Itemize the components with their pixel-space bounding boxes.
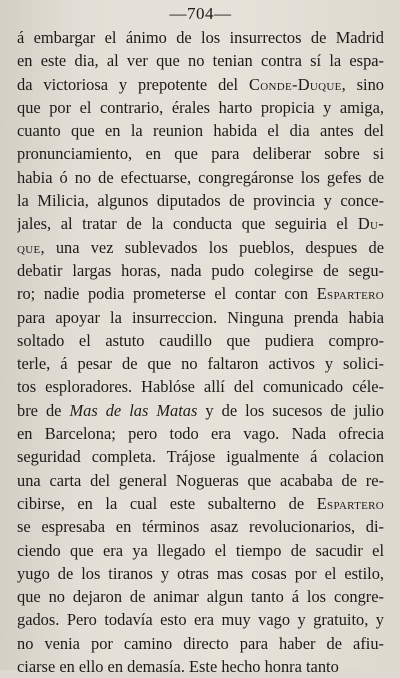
text-line <box>17 608 384 631</box>
text-line <box>17 655 384 678</box>
text-line <box>17 212 384 235</box>
text-segment: á embargar el ánimo de los insurrectos de Madrid <box>17 28 384 47</box>
text-line <box>17 306 384 329</box>
text-segment: no venia por camino directo para haber de afiu- <box>17 633 384 653</box>
text-segment: soltado el astuto caudillo que pudiera compro- <box>17 330 384 350</box>
text-line <box>17 562 384 585</box>
text-line <box>17 49 384 72</box>
text-segment: bre de <box>17 400 70 420</box>
text-line <box>17 469 384 492</box>
text-segment: tos esploradores. Hablóse allí del comunicado céle- <box>17 377 384 397</box>
text-line <box>17 352 384 375</box>
text-segment: para apoyar la insurreccion. Ninguna prenda habia <box>17 307 384 327</box>
text-line <box>17 375 384 398</box>
text-line <box>17 282 384 305</box>
text-segment: la Milicia, algunos diputados de provincia y conce- <box>17 191 384 211</box>
text-line <box>17 189 384 212</box>
text-segment: , sino <box>341 74 384 94</box>
text-segment: seguridad completa. Trájose igualmente á colacion <box>17 447 384 467</box>
small-caps-name: Espartero <box>316 284 384 304</box>
text-line <box>17 632 384 655</box>
text-segment: da victoriosa y prepotente del <box>17 74 250 94</box>
text-segment: pronunciamiento, en que para deliberar sobre si <box>17 144 384 164</box>
text-segment: habia ó no de efectuarse, congregáronse los gefes de <box>17 167 384 187</box>
text-line <box>17 445 384 468</box>
text-line <box>17 236 384 259</box>
small-caps-name: Conde-Duque <box>249 74 342 94</box>
text-line <box>17 259 384 282</box>
small-caps-name: Espartero <box>316 493 384 513</box>
text-segment: yugo de los tiranos y otras mas cosas por el estilo, <box>17 563 384 583</box>
text-line <box>17 492 384 515</box>
text-line <box>17 539 384 562</box>
text-segment: se espresaba en términos asaz revolucionarios, di- <box>17 517 384 537</box>
text-segment: cibirse, en la cual este subalterno de <box>17 493 317 513</box>
text-segment: gados. Pero todavía esto era muy vago y gratuito, y <box>17 610 384 630</box>
italic-term: Mas de las Matas <box>69 400 198 420</box>
text-line <box>17 329 384 352</box>
text-segment: , una vez sublevados los pueblos, despues de <box>40 237 384 257</box>
small-caps-name: Du- <box>357 214 384 234</box>
text-segment: en este dia, al ver que no tenian contra sí la espa- <box>17 51 384 71</box>
text-line <box>17 399 384 422</box>
text-segment: ciarse en ello en demasía. Este hecho honra tanto <box>17 657 339 677</box>
text-segment: que por el contrario, érales harto propicia y amiga, <box>17 97 384 117</box>
text-line <box>17 166 384 189</box>
text-segment: cuanto que en la reunion habida el dia antes del <box>17 121 384 141</box>
text-line <box>17 73 384 96</box>
text-line <box>17 96 384 119</box>
text-segment: terle, á pesar de que no faltaron activos y solici- <box>17 354 384 374</box>
text-segment: debatir largas horas, nada pudo colegirse de segu- <box>17 260 384 280</box>
text-segment: y de los sucesos de julio <box>197 400 384 420</box>
text-segment: que no dejaron de animar algun tanto á los congre- <box>17 587 384 607</box>
text-line <box>17 26 384 49</box>
text-segment: ro; nadie podia prometerse el contar con <box>17 284 317 304</box>
page-number: —704— <box>169 4 232 23</box>
text-line <box>17 515 384 538</box>
text-line <box>17 422 384 445</box>
text-line <box>17 119 384 142</box>
text-line <box>17 585 384 608</box>
body-text <box>17 26 384 678</box>
text-segment: jales, al tratar de la conducta que seguiria el <box>17 214 358 234</box>
small-caps-name: que <box>17 237 41 257</box>
text-line <box>17 142 384 165</box>
text-segment: ciendo que era ya llegado el tiempo de sacudir el <box>17 540 384 560</box>
text-segment: una carta del general Nogueras que acababa de re- <box>17 470 384 490</box>
text-segment: en Barcelona; pero todo era vago. Nada ofrecia <box>17 424 384 444</box>
